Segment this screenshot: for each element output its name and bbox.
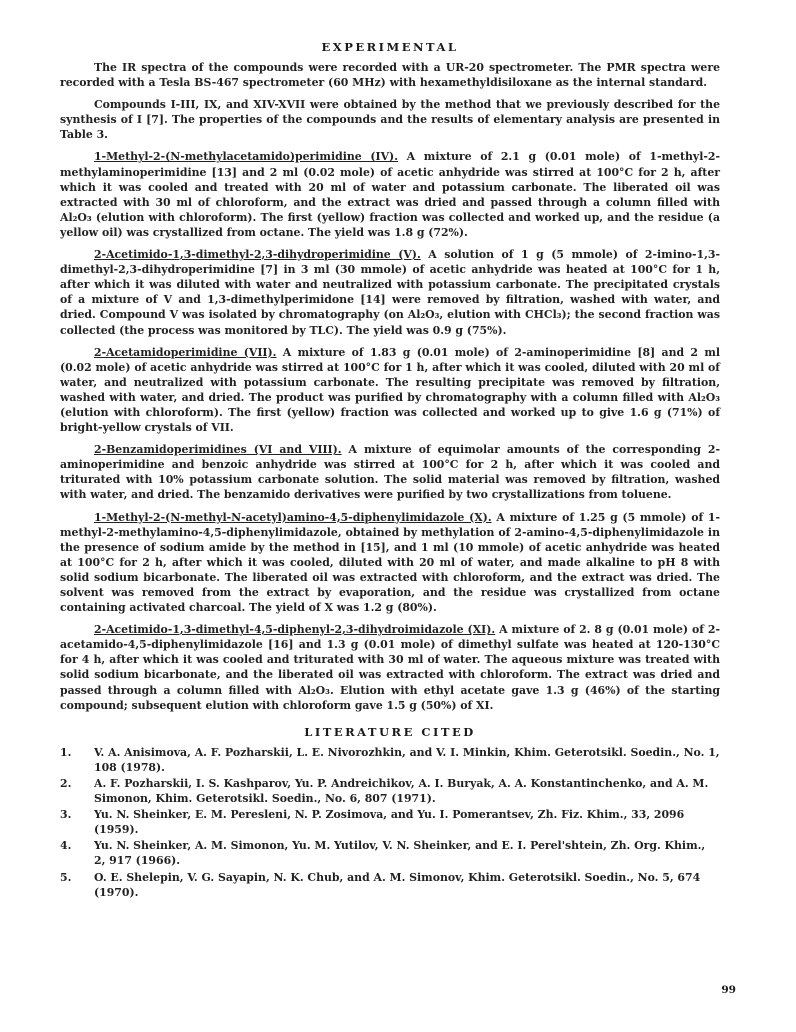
reference-item — [60, 870, 720, 900]
procedure-paragraph — [60, 442, 720, 502]
procedure-paragraph — [60, 622, 720, 713]
intro-paragraph: The IR spectra of the compounds were recorded with a UR-20 spectrometer. The PMR spectra were recorded with a Tesla BS-467 spectrometer (60 MHz) with hexamethyldisiloxane as the internal standard. — [60, 61, 720, 90]
page-content — [60, 40, 720, 901]
procedure-paragraph — [60, 345, 720, 436]
procedure-body: A mixture of 2.1 g (0.01 mole) of 1-methyl-2-methylaminoperimidine [13] and 2 ml (0.02 mole) of acetic anhydride was stirred at 100°C for 2 h, after which it was cooled and treated with 20 ml of water and potassium carbonate. The liberated oil was extracted with 30 ml of chloroform, and the extract was dried and passed through a column filled with Al₂O₃ (elution with chloroform). The first (yellow) fraction was collected and worked up, and the residue (a yellow oil) was crystallized from octane. The yield was 1.8 g (72%). — [60, 150, 720, 239]
reference-text: Yu. N. Sheinker, A. M. Simonon, Yu. M. Yutilov, V. N. Sheinker, and E. I. Perel'shtein, Zh. Org. Khim., 2, 917 (1966). — [94, 839, 706, 868]
reference-list — [60, 745, 720, 900]
procedure-title: 2-Acetimido-1,3-dimethyl-4,5-diphenyl-2,3-dihydroimidazole (XI). — [94, 623, 496, 637]
reference-item — [60, 776, 720, 806]
page-number: 99 — [721, 984, 736, 996]
section-heading: EXPERIMENTAL — [321, 40, 459, 54]
procedure-body: A mixture of equimolar amounts of the corresponding 2-aminoperimidine and benzoic anhydride was stirred at 100°C for 2 h, after which it was cooled and triturated with 10% potassium carbonate solution. The solid material was removed by filtration, washed with water, and dried. The benzamido derivatives were purified by two crystallizations from toluene. — [60, 443, 720, 502]
reference-number: 5. — [60, 870, 72, 884]
procedure-title: 2-Benzamidoperimidines (VI and VIII). — [94, 443, 342, 457]
procedure-paragraph — [60, 247, 720, 338]
reference-text: A. F. Pozharskii, I. S. Kashparov, Yu. P. Andreichikov, A. I. Buryak, A. A. Konstantinchenko, and A. M. Simonon, Khim. Geterotsikl. Soedin., No. 6, 807 (1971). — [94, 776, 709, 806]
procedure-paragraph — [60, 510, 720, 616]
procedure-title: 1-Methyl-2-(N-methyl-N-acetyl)amino-4,5-diphenylimidazole (X). — [94, 510, 492, 524]
reference-number: 4. — [60, 839, 72, 853]
procedure-title: 1-Methyl-2-(N-methylacetamido)perimidine (IV). — [94, 150, 398, 164]
procedure-body: A mixture of 1.83 g (0.01 mole) of 2-aminoperimidine [8] and 2 ml (0.02 mole) of acetic anhydride was stirred at 100°C for 1 h, after which it was cooled, diluted with 20 ml of water, and neutralized with potassium carbonate. The resulting precipitate was removed by filtration, washed with water, and dried. The product was purified by chromatography with a column filled with Al₂O₃ (elution with chloroform). The first (yellow) fraction was collected and worked up to give 1.6 g (71%) of bright-yellow crystals of VII. — [60, 345, 720, 435]
procedure-body: A solution of 1 g (5 mmole) of 2-imino-1,3-dimethyl-2,3-dihydroperimidine [7] in 3 ml (30 mmole) of acetic anhydride was heated at 100°C for 1 h, after which it was diluted with water and neutralized with potassium carbonate. The precipitated crystals of a mixture of V and 1,3-dimethylperimidone [14] were removed by filtration, washed with water, and dried. Compound V was isolated by chromatography (on Al₂O₃, elution with CHCl₃); the second fraction was collected (the process was monitored by TLC). The yield was 0.9 g (75%). — [60, 248, 720, 337]
reference-number: 2. — [60, 776, 72, 790]
procedure-title: 2-Acetimido-1,3-dimethyl-2,3-dihydroperimidine (V). — [94, 248, 421, 262]
reference-text: V. A. Anisimova, A. F. Pozharskii, L. E. Nivorozhkin, and V. I. Minkin, Khim. Geterotsikl. Soedin., No. 1, 108 (1978). — [94, 745, 720, 774]
procedure-body: A mixture of 1.25 g (5 mmole) of 1-methyl-2-methylamino-4,5-diphenylimidazole, obtained by methylation of 2-amino-4,5-diphenylimidazole in the presence of sodium amide by the method in [15], and 1 ml (10 mmole) of acetic anhydride was heated at 100°C for 2 h, after which it was cooled, diluted with 20 ml of water, and made alkaline to pH 8 with solid sodium bicarbonate. The liberated oil was extracted with chloroform, and the extract was dried. The solvent was removed from the extract by evaporation, and the residue was crystallized from octane containing activated charcoal. The yield of X was 1.2 g (80%). — [60, 510, 720, 615]
reference-text: Yu. N. Sheinker, E. M. Peresleni, N. P. Zosimova, and Yu. I. Pomerantsev, Zh. Fiz. Khim., 33, 2096 (1959). — [94, 808, 685, 837]
literature-heading: LITERATURE CITED — [304, 724, 476, 739]
procedure-body: A mixture of 2. 8 g (0.01 mole) of 2-acetamido-4,5-diphenylimidazole [16] and 1.3 g (0.01 mole) of dimethyl sulfate was heated at 120-130°C for 4 h, after which it was cooled and triturated with 30 ml of water. The aqueous mixture was treated with solid sodium bicarbonate, and the liberated oil was extracted with chloroform. The extract was dried and passed through a column filled with Al₂O₃. Elution with ethyl acetate gave 1.3 g (46%) of the starting compound; subsequent elution with chloroform gave 1.5 g (50%) of XI. — [60, 623, 720, 712]
procedure-paragraph — [60, 149, 720, 240]
reference-text: O. E. Shelepin, V. G. Sayapin, N. K. Chub, and A. M. Simonov, Khim. Geterotsikl. Soedin., No. 5, 674 (1970). — [94, 870, 701, 899]
procedure-title: 2-Acetamidoperimidine (VII). — [94, 345, 277, 359]
reference-item — [60, 745, 720, 775]
reference-item — [60, 807, 720, 837]
reference-number: 3. — [60, 808, 72, 822]
reference-number: 1. — [60, 745, 72, 759]
reference-item — [60, 838, 720, 868]
intro-paragraph: Compounds I-III, IX, and XIV-XVII were obtained by the method that we previously described for the synthesis of I [7]. The properties of the compounds and the results of elementary analysis are presented in Table 3. — [60, 98, 720, 142]
